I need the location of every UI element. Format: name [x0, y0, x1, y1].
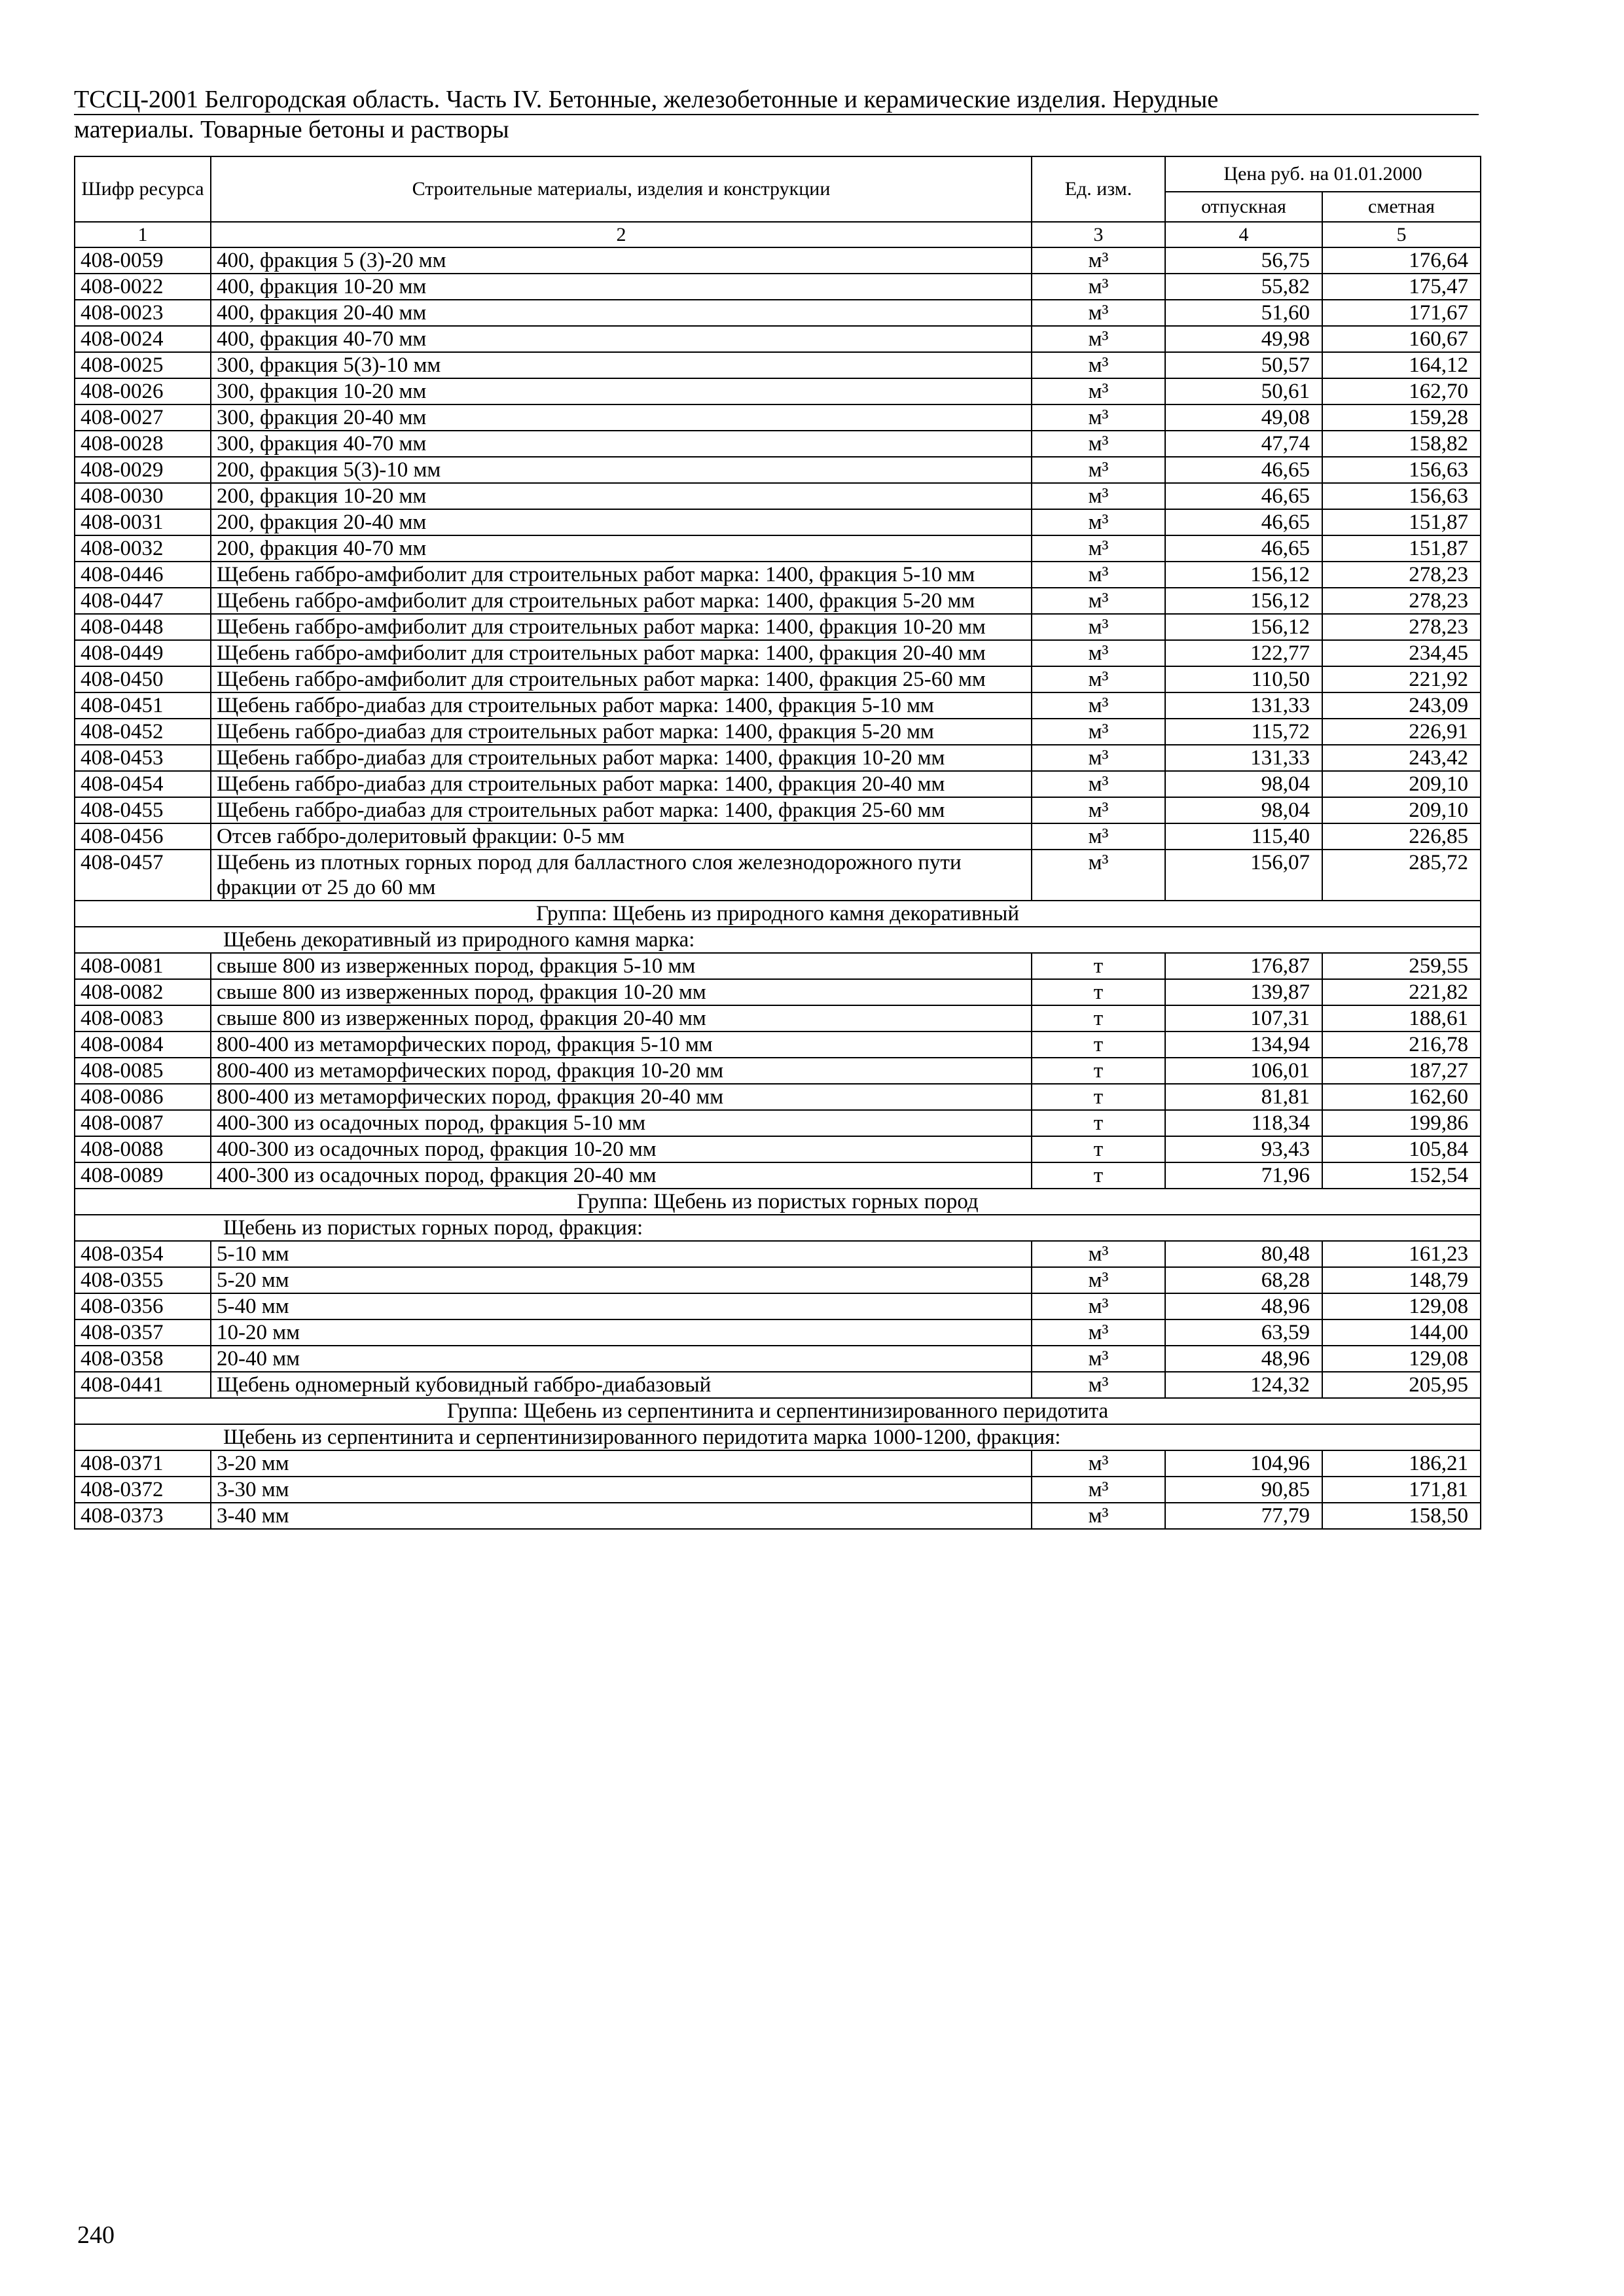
price-estimate: 152,54	[1322, 1162, 1481, 1189]
unit-of-measure: м³	[1032, 483, 1165, 509]
price-estimate: 176,64	[1322, 247, 1481, 274]
price-estimate: 205,95	[1322, 1372, 1481, 1398]
material-name: Отсев габбро-долеритовый фракции: 0-5 мм	[211, 823, 1032, 850]
unit-of-measure: м³	[1032, 1477, 1165, 1503]
unit-of-measure: м³	[1032, 431, 1165, 457]
table-row	[75, 404, 1481, 431]
price-estimate: 159,28	[1322, 404, 1481, 431]
group-heading-row	[75, 1189, 1481, 1215]
table-row	[75, 1346, 1481, 1372]
resource-code: 408-0446	[75, 562, 211, 588]
unit-of-measure: м³	[1032, 745, 1165, 771]
table-row	[75, 1058, 1481, 1084]
price-release: 80,48	[1165, 1241, 1322, 1267]
unit-of-measure: м³	[1032, 352, 1165, 378]
material-name: Щебень габбро-диабаз для строительных работ марка: 1400, фракция 25-60 мм	[211, 797, 1032, 823]
table-row	[75, 588, 1481, 614]
material-name: 20-40 мм	[211, 1346, 1032, 1372]
material-name: 5-20 мм	[211, 1267, 1032, 1293]
unit-of-measure: м³	[1032, 1346, 1165, 1372]
price-estimate: 162,70	[1322, 378, 1481, 404]
unit-of-measure: м³	[1032, 404, 1165, 431]
unit-of-measure: м³	[1032, 1450, 1165, 1477]
table-row	[75, 378, 1481, 404]
resource-code: 408-0089	[75, 1162, 211, 1189]
resource-code: 408-0030	[75, 483, 211, 509]
price-estimate: 175,47	[1322, 274, 1481, 300]
table-row	[75, 850, 1481, 901]
material-name: 200, фракция 40-70 мм	[211, 535, 1032, 562]
unit-of-measure: м³	[1032, 1267, 1165, 1293]
table-row	[75, 535, 1481, 562]
price-release: 139,87	[1165, 979, 1322, 1005]
table-row	[75, 1110, 1481, 1136]
resource-code: 408-0029	[75, 457, 211, 483]
material-name: 800-400 из метаморфических пород, фракция 20-40 мм	[211, 1084, 1032, 1110]
price-estimate: 199,86	[1322, 1110, 1481, 1136]
table-row	[75, 509, 1481, 535]
material-name: 3-30 мм	[211, 1477, 1032, 1503]
table-row	[75, 692, 1481, 719]
table-row	[75, 1372, 1481, 1398]
material-name: 10-20 мм	[211, 1319, 1032, 1346]
resource-code: 408-0028	[75, 431, 211, 457]
resource-code: 408-0454	[75, 771, 211, 797]
price-release: 156,07	[1165, 850, 1322, 901]
price-estimate: 285,72	[1322, 850, 1481, 901]
table-row	[75, 719, 1481, 745]
price-release: 46,65	[1165, 509, 1322, 535]
material-name: 400, фракция 40-70 мм	[211, 326, 1032, 352]
resource-code: 408-0373	[75, 1503, 211, 1529]
price-release: 122,77	[1165, 640, 1322, 666]
resource-code: 408-0087	[75, 1110, 211, 1136]
resource-code: 408-0084	[75, 1031, 211, 1058]
price-estimate: 144,00	[1322, 1319, 1481, 1346]
col-header-price-estimate: сметная	[1322, 192, 1481, 222]
table-row	[75, 979, 1481, 1005]
price-estimate: 234,45	[1322, 640, 1481, 666]
resource-code: 408-0447	[75, 588, 211, 614]
group-heading-row	[75, 901, 1481, 927]
table-row	[75, 771, 1481, 797]
price-estimate: 158,82	[1322, 431, 1481, 457]
material-name: 300, фракция 20-40 мм	[211, 404, 1032, 431]
col-header-price-release: отпускная	[1165, 192, 1322, 222]
col-number: 3	[1032, 222, 1165, 247]
col-header-code: Шифр ресурса	[75, 156, 211, 222]
price-estimate: 171,81	[1322, 1477, 1481, 1503]
resource-code: 408-0358	[75, 1346, 211, 1372]
price-estimate: 151,87	[1322, 509, 1481, 535]
unit-of-measure: м³	[1032, 535, 1165, 562]
price-release: 68,28	[1165, 1267, 1322, 1293]
price-estimate: 151,87	[1322, 535, 1481, 562]
price-release: 50,57	[1165, 352, 1322, 378]
price-release: 98,04	[1165, 797, 1322, 823]
material-name: Щебень габбро-амфиболит для строительных работ марка: 1400, фракция 5-20 мм	[211, 588, 1032, 614]
price-release: 124,32	[1165, 1372, 1322, 1398]
table-row	[75, 1031, 1481, 1058]
table-row	[75, 1162, 1481, 1189]
material-name: Щебень габбро-амфиболит для строительных работ марка: 1400, фракция 25-60 мм	[211, 666, 1032, 692]
material-name: Щебень габбро-амфиболит для строительных работ марка: 1400, фракция 20-40 мм	[211, 640, 1032, 666]
price-estimate: 156,63	[1322, 457, 1481, 483]
resource-code: 408-0452	[75, 719, 211, 745]
price-release: 46,65	[1165, 457, 1322, 483]
price-estimate: 105,84	[1322, 1136, 1481, 1162]
material-name: Щебень габбро-диабаз для строительных работ марка: 1400, фракция 5-20 мм	[211, 719, 1032, 745]
material-name: 200, фракция 10-20 мм	[211, 483, 1032, 509]
table-row	[75, 1293, 1481, 1319]
unit-of-measure: м³	[1032, 1372, 1165, 1398]
material-name: 800-400 из метаморфических пород, фракция 10-20 мм	[211, 1058, 1032, 1084]
table-row	[75, 457, 1481, 483]
table-row	[75, 614, 1481, 640]
unit-of-measure: т	[1032, 1162, 1165, 1189]
price-table	[74, 156, 1481, 1530]
table-row	[75, 1084, 1481, 1110]
resource-code: 408-0450	[75, 666, 211, 692]
material-name: 3-40 мм	[211, 1503, 1032, 1529]
table-row	[75, 823, 1481, 850]
table-row	[75, 1477, 1481, 1503]
unit-of-measure: м³	[1032, 1241, 1165, 1267]
col-number: 4	[1165, 222, 1322, 247]
price-release: 63,59	[1165, 1319, 1322, 1346]
table-row	[75, 1241, 1481, 1267]
price-release: 156,12	[1165, 614, 1322, 640]
price-release: 77,79	[1165, 1503, 1322, 1529]
unit-of-measure: т	[1032, 979, 1165, 1005]
unit-of-measure: м³	[1032, 614, 1165, 640]
material-name: 300, фракция 5(3)-10 мм	[211, 352, 1032, 378]
material-name: 400, фракция 5 (3)-20 мм	[211, 247, 1032, 274]
unit-of-measure: м³	[1032, 640, 1165, 666]
resource-code: 408-0027	[75, 404, 211, 431]
price-estimate: 162,60	[1322, 1084, 1481, 1110]
unit-of-measure: м³	[1032, 1293, 1165, 1319]
price-release: 134,94	[1165, 1031, 1322, 1058]
price-estimate: 188,61	[1322, 1005, 1481, 1031]
header-line-1: ТССЦ-2001 Белгородская область. Часть IV. Бетонные, железобетонные и керамические изделия. Нерудные	[74, 86, 1219, 113]
col-header-price: Цена руб. на 01.01.2000	[1165, 156, 1481, 192]
unit-of-measure: м³	[1032, 326, 1165, 352]
table-row	[75, 431, 1481, 457]
price-estimate: 278,23	[1322, 614, 1481, 640]
price-release: 50,61	[1165, 378, 1322, 404]
price-release: 46,65	[1165, 535, 1322, 562]
unit-of-measure: м³	[1032, 588, 1165, 614]
resource-code: 408-0025	[75, 352, 211, 378]
price-estimate: 243,09	[1322, 692, 1481, 719]
resource-code: 408-0456	[75, 823, 211, 850]
price-estimate: 221,82	[1322, 979, 1481, 1005]
price-estimate: 171,67	[1322, 300, 1481, 326]
resource-code: 408-0024	[75, 326, 211, 352]
resource-code: 408-0449	[75, 640, 211, 666]
unit-of-measure: м³	[1032, 300, 1165, 326]
table-row	[75, 1005, 1481, 1031]
unit-of-measure: м³	[1032, 797, 1165, 823]
unit-of-measure: м³	[1032, 666, 1165, 692]
resource-code: 408-0451	[75, 692, 211, 719]
price-release: 176,87	[1165, 953, 1322, 979]
material-name: 400-300 из осадочных пород, фракция 5-10 мм	[211, 1110, 1032, 1136]
price-estimate: 221,92	[1322, 666, 1481, 692]
resource-code: 408-0032	[75, 535, 211, 562]
material-name: Щебень габбро-амфиболит для строительных работ марка: 1400, фракция 5-10 мм	[211, 562, 1032, 588]
price-estimate: 129,08	[1322, 1346, 1481, 1372]
unit-of-measure: м³	[1032, 457, 1165, 483]
price-release: 49,98	[1165, 326, 1322, 352]
subgroup-caption: Щебень декоративный из природного камня марка:	[75, 927, 1481, 953]
resource-code: 408-0372	[75, 1477, 211, 1503]
table-row	[75, 745, 1481, 771]
material-name: 5-40 мм	[211, 1293, 1032, 1319]
price-estimate: 186,21	[1322, 1450, 1481, 1477]
resource-code: 408-0059	[75, 247, 211, 274]
table-row	[75, 562, 1481, 588]
price-release: 46,65	[1165, 483, 1322, 509]
price-release: 115,40	[1165, 823, 1322, 850]
price-estimate: 243,42	[1322, 745, 1481, 771]
price-release: 48,96	[1165, 1293, 1322, 1319]
price-release: 56,75	[1165, 247, 1322, 274]
resource-code: 408-0086	[75, 1084, 211, 1110]
price-release: 81,81	[1165, 1084, 1322, 1110]
group-heading: Группа: Щебень из пористых горных пород	[75, 1189, 1481, 1215]
unit-of-measure: т	[1032, 953, 1165, 979]
resource-code: 408-0022	[75, 274, 211, 300]
unit-of-measure: м³	[1032, 719, 1165, 745]
price-estimate: 160,67	[1322, 326, 1481, 352]
unit-of-measure: т	[1032, 1136, 1165, 1162]
page-number: 240	[77, 2221, 115, 2249]
material-name: свыше 800 из изверженных пород, фракция 10-20 мм	[211, 979, 1032, 1005]
table-row	[75, 326, 1481, 352]
material-name: 3-20 мм	[211, 1450, 1032, 1477]
resource-code: 408-0023	[75, 300, 211, 326]
resource-code: 408-0026	[75, 378, 211, 404]
price-estimate: 156,63	[1322, 483, 1481, 509]
table-row	[75, 274, 1481, 300]
price-release: 115,72	[1165, 719, 1322, 745]
unit-of-measure: т	[1032, 1058, 1165, 1084]
col-number: 5	[1322, 222, 1481, 247]
table-row	[75, 1267, 1481, 1293]
group-heading-row	[75, 1398, 1481, 1424]
price-release: 49,08	[1165, 404, 1322, 431]
material-name: 800-400 из метаморфических пород, фракция 5-10 мм	[211, 1031, 1032, 1058]
price-estimate: 209,10	[1322, 797, 1481, 823]
material-name: 400, фракция 20-40 мм	[211, 300, 1032, 326]
price-release: 55,82	[1165, 274, 1322, 300]
subgroup-row	[75, 1424, 1481, 1450]
running-header	[74, 85, 1479, 144]
table-row	[75, 352, 1481, 378]
resource-code: 408-0455	[75, 797, 211, 823]
resource-code: 408-0441	[75, 1372, 211, 1398]
material-name: 200, фракция 5(3)-10 мм	[211, 457, 1032, 483]
material-name: Щебень из плотных горных пород для балластного слоя железнодорожного пути фракции от 25 до 60 мм	[211, 850, 1032, 901]
unit-of-measure: т	[1032, 1031, 1165, 1058]
material-name: Щебень габбро-диабаз для строительных работ марка: 1400, фракция 10-20 мм	[211, 745, 1032, 771]
table-row	[75, 953, 1481, 979]
resource-code: 408-0081	[75, 953, 211, 979]
material-name: 400-300 из осадочных пород, фракция 20-40 мм	[211, 1162, 1032, 1189]
price-release: 156,12	[1165, 562, 1322, 588]
group-heading: Группа: Щебень из природного камня декоративный	[75, 901, 1481, 927]
price-release: 98,04	[1165, 771, 1322, 797]
subgroup-caption: Щебень из серпентинита и серпентинизированного перидотита марка 1000-1200, фракция:	[75, 1424, 1481, 1450]
price-release: 48,96	[1165, 1346, 1322, 1372]
price-release: 156,12	[1165, 588, 1322, 614]
unit-of-measure: м³	[1032, 378, 1165, 404]
unit-of-measure: т	[1032, 1110, 1165, 1136]
unit-of-measure: т	[1032, 1005, 1165, 1031]
material-name: Щебень габбро-амфиболит для строительных работ марка: 1400, фракция 10-20 мм	[211, 614, 1032, 640]
price-estimate: 164,12	[1322, 352, 1481, 378]
table-row	[75, 1319, 1481, 1346]
price-estimate: 158,50	[1322, 1503, 1481, 1529]
resource-code: 408-0088	[75, 1136, 211, 1162]
resource-code: 408-0083	[75, 1005, 211, 1031]
resource-code: 408-0082	[75, 979, 211, 1005]
resource-code: 408-0354	[75, 1241, 211, 1267]
price-release: 93,43	[1165, 1136, 1322, 1162]
unit-of-measure: м³	[1032, 274, 1165, 300]
table-row	[75, 1136, 1481, 1162]
price-estimate: 259,55	[1322, 953, 1481, 979]
subgroup-row	[75, 1215, 1481, 1241]
material-name: свыше 800 из изверженных пород, фракция 20-40 мм	[211, 1005, 1032, 1031]
unit-of-measure: т	[1032, 1084, 1165, 1110]
resource-code: 408-0355	[75, 1267, 211, 1293]
col-number: 1	[75, 222, 211, 247]
unit-of-measure: м³	[1032, 562, 1165, 588]
price-estimate: 226,85	[1322, 823, 1481, 850]
price-release: 106,01	[1165, 1058, 1322, 1084]
material-name: 5-10 мм	[211, 1241, 1032, 1267]
unit-of-measure: м³	[1032, 247, 1165, 274]
material-name: Щебень одномерный кубовидный габбро-диабазовый	[211, 1372, 1032, 1398]
group-heading: Группа: Щебень из серпентинита и серпентинизированного перидотита	[75, 1398, 1481, 1424]
price-release: 104,96	[1165, 1450, 1322, 1477]
subgroup-row	[75, 927, 1481, 953]
table-row	[75, 247, 1481, 274]
material-name: 400-300 из осадочных пород, фракция 10-20 мм	[211, 1136, 1032, 1162]
header-line-2: материалы. Товарные бетоны и растворы	[74, 116, 509, 143]
subgroup-caption: Щебень из пористых горных пород, фракция:	[75, 1215, 1481, 1241]
table-row	[75, 666, 1481, 692]
price-estimate: 129,08	[1322, 1293, 1481, 1319]
resource-code: 408-0356	[75, 1293, 211, 1319]
resource-code: 408-0457	[75, 850, 211, 901]
price-estimate: 216,78	[1322, 1031, 1481, 1058]
price-release: 107,31	[1165, 1005, 1322, 1031]
resource-code: 408-0448	[75, 614, 211, 640]
table-row	[75, 300, 1481, 326]
table-row	[75, 1450, 1481, 1477]
price-estimate: 226,91	[1322, 719, 1481, 745]
material-name: 300, фракция 40-70 мм	[211, 431, 1032, 457]
col-header-unit: Ед. изм.	[1032, 156, 1165, 222]
material-name: Щебень габбро-диабаз для строительных работ марка: 1400, фракция 5-10 мм	[211, 692, 1032, 719]
resource-code: 408-0371	[75, 1450, 211, 1477]
resource-code: 408-0031	[75, 509, 211, 535]
unit-of-measure: м³	[1032, 1503, 1165, 1529]
price-release: 90,85	[1165, 1477, 1322, 1503]
price-estimate: 148,79	[1322, 1267, 1481, 1293]
price-release: 118,34	[1165, 1110, 1322, 1136]
price-release: 131,33	[1165, 692, 1322, 719]
price-release: 110,50	[1165, 666, 1322, 692]
table-row	[75, 483, 1481, 509]
table-body	[75, 247, 1481, 1529]
material-name: Щебень габбро-диабаз для строительных работ марка: 1400, фракция 20-40 мм	[211, 771, 1032, 797]
table-row	[75, 797, 1481, 823]
material-name: 300, фракция 10-20 мм	[211, 378, 1032, 404]
price-estimate: 209,10	[1322, 771, 1481, 797]
unit-of-measure: м³	[1032, 1319, 1165, 1346]
material-name: 400, фракция 10-20 мм	[211, 274, 1032, 300]
col-number: 2	[211, 222, 1032, 247]
unit-of-measure: м³	[1032, 692, 1165, 719]
resource-code: 408-0357	[75, 1319, 211, 1346]
col-header-name: Строительные материалы, изделия и конструкции	[211, 156, 1032, 222]
table-row	[75, 1503, 1481, 1529]
price-estimate: 278,23	[1322, 588, 1481, 614]
unit-of-measure: м³	[1032, 771, 1165, 797]
unit-of-measure: м³	[1032, 823, 1165, 850]
unit-of-measure: м³	[1032, 509, 1165, 535]
price-estimate: 187,27	[1322, 1058, 1481, 1084]
price-estimate: 278,23	[1322, 562, 1481, 588]
price-estimate: 161,23	[1322, 1241, 1481, 1267]
price-release: 47,74	[1165, 431, 1322, 457]
unit-of-measure: м³	[1032, 850, 1165, 901]
resource-code: 408-0453	[75, 745, 211, 771]
table-row	[75, 640, 1481, 666]
material-name: 200, фракция 20-40 мм	[211, 509, 1032, 535]
price-release: 71,96	[1165, 1162, 1322, 1189]
material-name: свыше 800 из изверженных пород, фракция 5-10 мм	[211, 953, 1032, 979]
price-release: 131,33	[1165, 745, 1322, 771]
price-release: 51,60	[1165, 300, 1322, 326]
resource-code: 408-0085	[75, 1058, 211, 1084]
